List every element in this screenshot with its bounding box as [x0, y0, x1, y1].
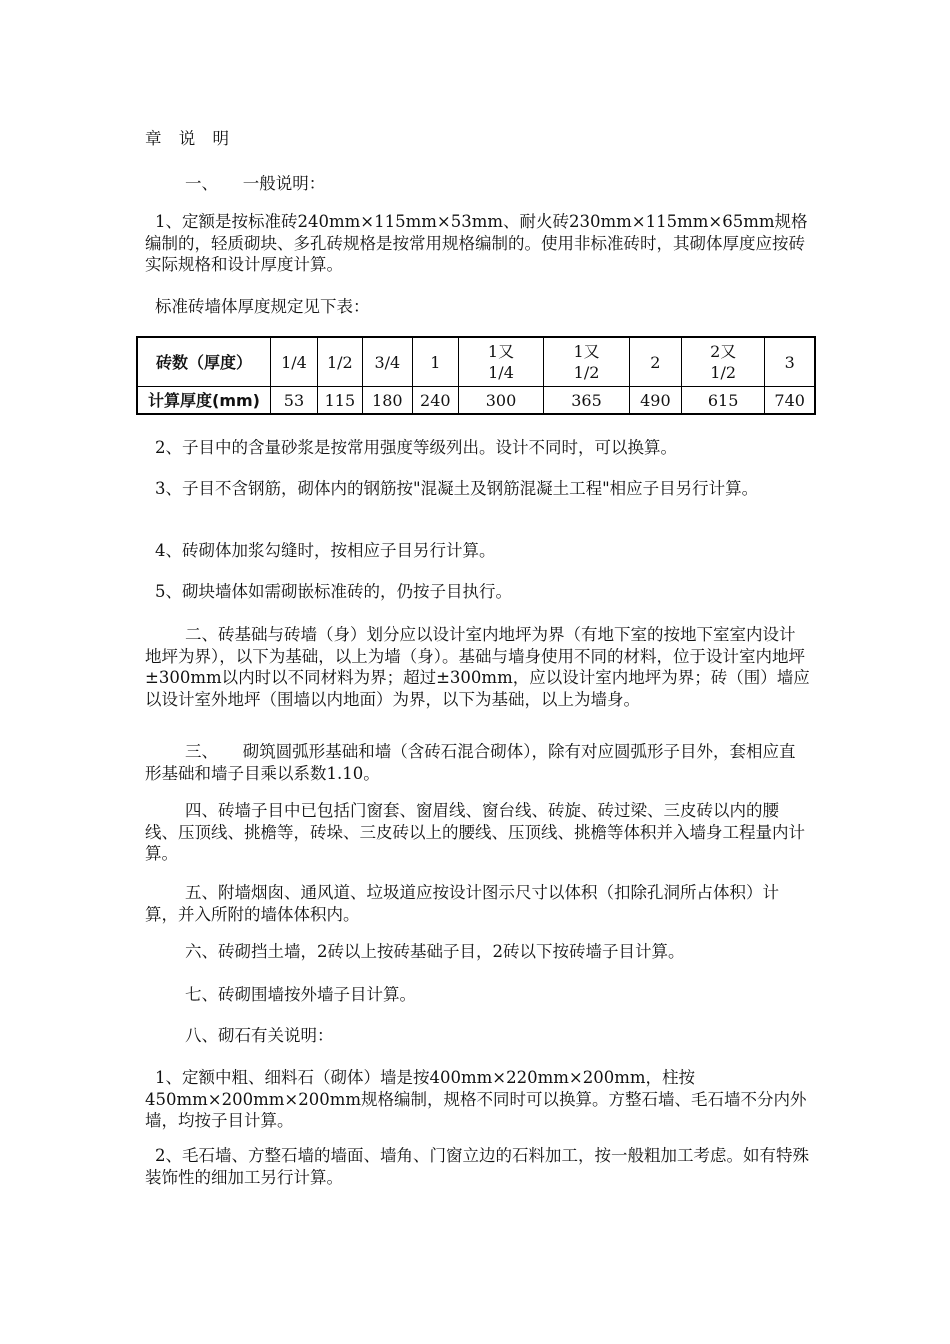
section-1-paragraph-2: 标准砖墙体厚度规定见下表：: [155, 297, 370, 316]
section-5-paragraph: 五、附墙烟囱、通风道、垃圾道应按设计图示尺寸以体积（扣除孔洞所占体积）计算，并入所附的墙体体积内。: [145, 883, 779, 924]
section-1-paragraph-6: 5、砌块墙体如需砌嵌标准砖的，仍按子目执行。: [155, 582, 512, 601]
table-row-label: 砖数（厚度）: [137, 337, 271, 387]
section-1-heading: 一、 一般说明：: [185, 174, 326, 193]
table-cell: 3/4: [362, 337, 412, 387]
table-cell: 115: [317, 387, 362, 415]
table-cell: 1又 1/2: [544, 337, 630, 387]
table-cell: 1: [412, 337, 458, 387]
brick-thickness-table: [136, 336, 816, 415]
table-cell: 300: [458, 387, 544, 415]
table-cell: 615: [681, 387, 764, 415]
section-8-paragraph-1: 1、定额中粗、细料石（砌体）墙是按400mm×220mm×200mm，柱按450mm×200mm×200mm规格编制，规格不同时可以换算。方整石墙、毛石墙不分内外墙，均按子目计算。: [145, 1068, 807, 1130]
section-6-paragraph: 六、砖砌挡土墙，2砖以上按砖基础子目，2砖以下按砖墙子目计算。: [185, 942, 685, 961]
table-cell: 1/4: [271, 337, 318, 387]
section-1-paragraph-4: 3、子目不含钢筋，砌体内的钢筋按"混凝土及钢筋混凝土工程"相应子目另行计算。: [155, 479, 759, 498]
table-cell: 1又 1/4: [458, 337, 544, 387]
table-cell: 180: [362, 387, 412, 415]
table-cell: 3: [765, 337, 815, 387]
section-1-paragraph-1: 1、定额是按标准砖240mm×115mm×53mm、耐火砖230mm×115mm×65mm规格编制的，轻质砌块、多孔砖规格是按常用规格编制的。使用非标准砖时，其砌体厚度应按砖实际规格和设计厚度计算。: [145, 212, 808, 274]
table-cell: 1/2: [317, 337, 362, 387]
table-cell: 240: [412, 387, 458, 415]
section-1-paragraph-3: 2、子目中的含量砂浆是按常用强度等级列出。设计不同时，可以换算。: [155, 438, 677, 457]
section-3-paragraph: 三、 砌筑圆弧形基础和墙（含砖石混合砌体），除有对应圆弧形子目外，套相应直形基础和墙子目乘以系数1.10。: [145, 742, 796, 783]
section-7-paragraph: 七、砖砌围墙按外墙子目计算。: [185, 985, 416, 1004]
table-cell: 490: [629, 387, 681, 415]
section-4-paragraph: 四、砖墙子目中已包括门窗套、窗眉线、窗台线、砖旋、砖过梁、三皮砖以内的腰线、压顶线、挑檐等，砖垛、三皮砖以上的腰线、压顶线、挑檐等体积并入墙身工程量内计算。: [145, 801, 805, 863]
table-cell: 2又 1/2: [681, 337, 764, 387]
section-8-heading: 八、砌石有关说明：: [185, 1026, 334, 1045]
section-2-paragraph: 二、砖基础与砖墙（身）划分应以设计室内地坪为界（有地下室的按地下室室内设计地坪为界），以下为基础，以上为墙（身）。基础与墙身使用不同的材料，位于设计室内地坪±300mm以内时以不同材料为界；超过±300mm，应以设计室内地坪为界；砖（围）墙应以设计室外地坪（围墙以内地面）为界，以下为基础，以上为墙身。: [145, 625, 810, 709]
table-row-label: 计算厚度(mm): [137, 387, 271, 415]
page-title: 章 说 明: [145, 129, 235, 148]
table-cell: 740: [765, 387, 815, 415]
table-cell: 2: [629, 337, 681, 387]
table-cell: 365: [544, 387, 630, 415]
table-row: [137, 337, 815, 387]
section-8-paragraph-2: 2、毛石墙、方整石墙的墙面、墙角、门窗立边的石料加工，按一般粗加工考虑。如有特殊装饰性的细加工另行计算。: [145, 1146, 809, 1187]
table-cell: 53: [271, 387, 318, 415]
table-row: [137, 387, 815, 415]
section-1-paragraph-5: 4、砖砌体加浆勾缝时，按相应子目另行计算。: [155, 541, 496, 560]
